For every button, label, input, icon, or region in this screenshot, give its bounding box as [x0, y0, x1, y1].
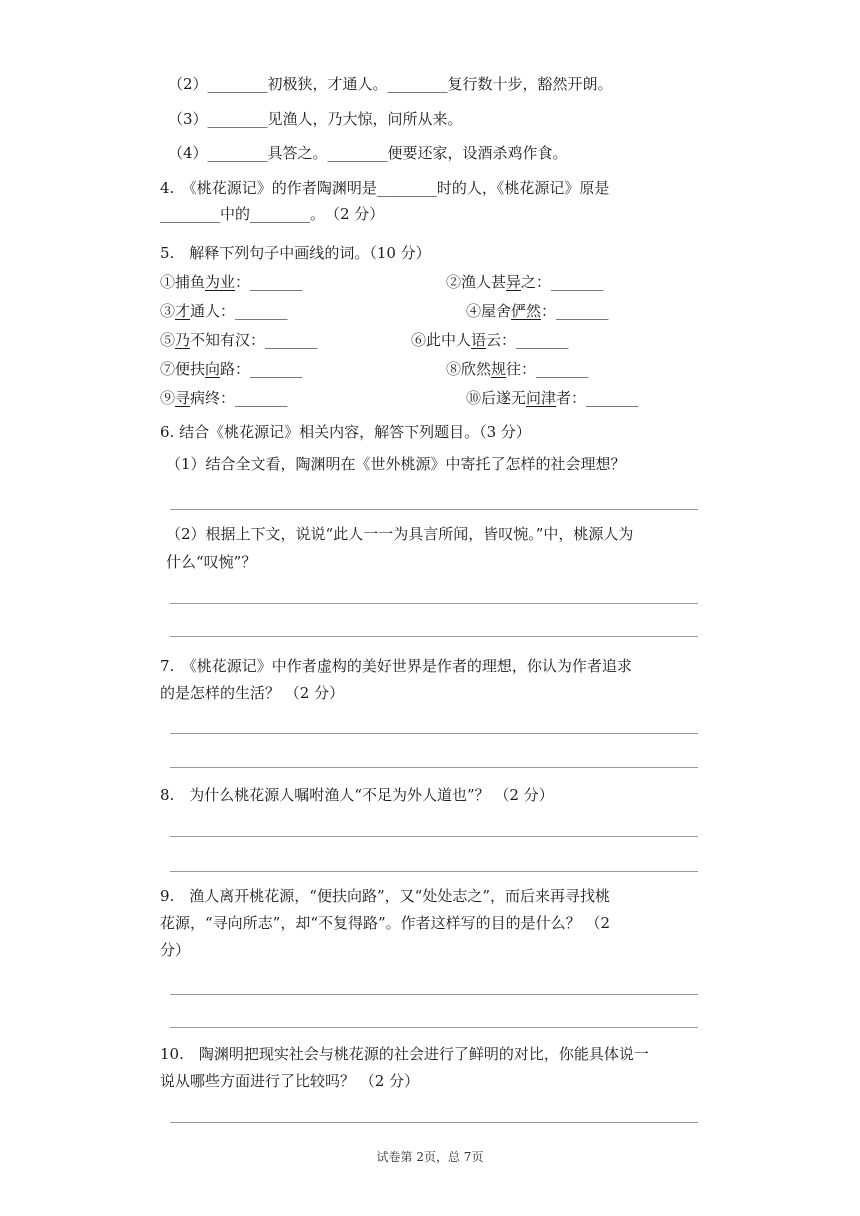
- answer-line[interactable]: [170, 994, 698, 995]
- q6-sub2-line1: （2）根据上下文，说说“此人一一为具言所闻，皆叹惋。”中，桃源人为: [166, 525, 634, 543]
- answer-line[interactable]: [170, 836, 698, 837]
- answer-line[interactable]: [170, 1027, 698, 1028]
- q6-heading: 6. 结合《桃花源记》相关内容，解答下列题目。（3 分）: [160, 423, 531, 441]
- q4-line2: ________中的________。 （2 分）: [160, 205, 385, 223]
- q5-item-2: ②渔人甚异之：_______: [446, 273, 604, 291]
- q7-line2: 的是怎样的生活？ （2 分）: [160, 684, 345, 702]
- q5-item-10: ⑩后遂无问津者：_______: [466, 389, 639, 407]
- underlined-word: 语: [471, 331, 487, 349]
- q5-item-9: ⑨寻病终：_______: [160, 389, 288, 407]
- fill-line-2: （2）________初极狭，才通人。________复行数十步，豁然开朗。: [168, 75, 613, 93]
- q9-line1: 9. 渔人离开桃花源，“便扶向路”，又“处处志之”，而后来再寻找桃: [160, 887, 610, 905]
- q9-line2: 花源，“寻向所志”，却“不复得路”。作者这样写的目的是什么？ （2: [160, 914, 610, 932]
- q6-sub2-line2: 什么“叹惋”？: [166, 553, 257, 571]
- q8-line1: 8. 为什么桃花源人嘱咐渔人“不足为外人道也”？ （2 分）: [160, 786, 554, 804]
- underlined-word: 才: [175, 302, 191, 320]
- q5-item-5: ⑤乃不知有汉：_______: [160, 331, 318, 349]
- q9-line3: 分）: [160, 941, 191, 959]
- page-footer: 试卷第 2页，总 7页: [376, 1150, 484, 1164]
- answer-line[interactable]: [170, 1122, 698, 1123]
- q10-line2: 说从哪些方面进行了比较吗？ （2 分）: [160, 1072, 420, 1090]
- q5-item-7: ⑦便扶向路：_______: [160, 360, 303, 378]
- q5-item-4: ④屋舍俨然：_______: [466, 302, 609, 320]
- q5-heading: 5. 解释下列句子中画线的词。（10 分）: [160, 244, 431, 262]
- answer-line[interactable]: [170, 636, 698, 637]
- underlined-word: 乃: [175, 331, 191, 349]
- fill-line-4: （4）________具答之。________便要还家，设酒杀鸡作食。: [168, 144, 568, 162]
- underlined-word: 寻: [175, 389, 191, 407]
- underlined-word: 异: [506, 273, 522, 291]
- q6-sub1: （1）结合全文看，陶渊明在《世外桃源》中寄托了怎样的社会理想？: [166, 455, 626, 473]
- answer-line[interactable]: [170, 509, 698, 510]
- q4-line1: 4. 《桃花源记》的作者陶渊明是________时的人，《桃花源记》原是: [160, 179, 610, 197]
- answer-line[interactable]: [170, 871, 698, 872]
- underlined-word: 问津: [526, 389, 557, 407]
- q5-item-8: ⑧欣然规往：_______: [446, 360, 589, 378]
- q10-line1: 10. 陶渊明把现实社会与桃花源的社会进行了鲜明的对比，你能具体说一: [160, 1045, 649, 1063]
- answer-line[interactable]: [170, 603, 698, 604]
- q7-line1: 7. 《桃花源记》中作者虚构的美好世界是作者的理想，你认为作者追求: [160, 657, 632, 675]
- answer-line[interactable]: [170, 733, 698, 734]
- underlined-word: 向: [205, 360, 221, 378]
- fill-line-3: （3）________见渔人，乃大惊，问所从来。: [168, 110, 463, 128]
- answer-line[interactable]: [170, 767, 698, 768]
- q5-item-3: ③才通人：_______: [160, 302, 288, 320]
- q5-item-1: ①捕鱼为业：_______: [160, 273, 303, 291]
- underlined-word: 为业: [205, 273, 236, 291]
- underlined-word: 俨然: [511, 302, 542, 320]
- underlined-word: 规: [491, 360, 507, 378]
- q5-item-6: ⑥此中人语云：_______: [411, 331, 569, 349]
